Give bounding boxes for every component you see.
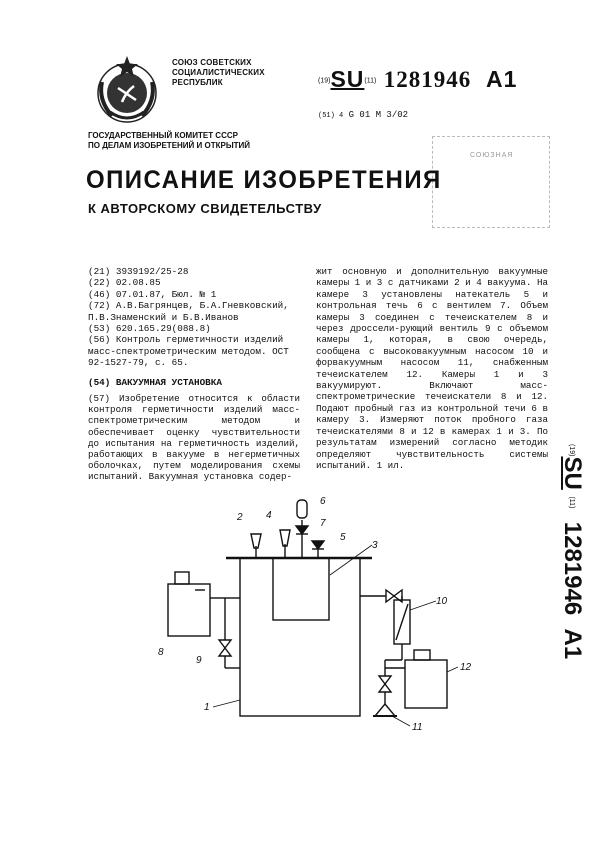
side-kind: A1 <box>559 628 586 660</box>
abstract-right: жит основную и дополнительную вакуумные камеры 1 и 3 с датчиками 2 и 4 вакуума. На камере 3 установлены натекатель 5 и контрольная течь 6 с вентилем 7. Объем камеры 3 соединен с течеискателем 8 и через дроссели-рующий вентиль 9 с объемом камеры 1, которая, в свою очередь, сообщена с высоковакуумным насосом 10 и форвакуумным насосом 11, снабженным течеискателем 12. Камеры 1 и 3 вакуумируют. Включают масс-спектрометрические течеискатели 8 и 12. Подают пробный газ из контрольной течи 6 в камеру 3. Измеряют поток пробного газа течеискателями 8 и 12 в камерах 1 и 3. По результатам измерений согласно методик определяют чувствительность системы испытаний. 1 ил. <box>316 266 548 471</box>
code-11: (11) <box>364 77 377 85</box>
committee-line-1: ГОСУДАРСТВЕННЫЙ КОМИТЕТ СССР <box>88 131 238 140</box>
label-8: 8 <box>158 647 164 658</box>
side-code-19: (19) <box>567 444 575 457</box>
org-line-2: СОЦИАЛИСТИЧЕСКИХ <box>172 68 265 77</box>
label-9: 9 <box>196 655 202 666</box>
field-72: (72) А.В.Багрянцев, Б.А.Гневковский, П.В.Знаменский и Б.В.Иванов <box>88 300 289 323</box>
label-1: 1 <box>204 702 210 713</box>
additional-chamber-3 <box>273 558 329 620</box>
field-56: (56) Контроль герметичности изделий масс-спектрометрическим методом. ОСТ 92-1527-79, с. 65. <box>88 334 289 369</box>
field-46: (46) 07.01.87, Бюл. № 1 <box>88 288 217 300</box>
control-leak-6 <box>297 500 307 518</box>
abstract-left: (57) Изобретение относится к области контроля герметичности изделий масс-спектрометрическим методом и обеспечивает оценку чувствительности до испытания на герметичность изделий, работающих в вакууме в негерметичных оболочках, путем моделирования схемы испытаний. Вакуумная установка содер- <box>88 393 300 483</box>
gauge-2 <box>251 534 261 548</box>
country-code: SU <box>330 66 365 92</box>
field-21: (21) 3939192/25-28 <box>88 266 189 277</box>
kind-code: A1 <box>486 66 518 92</box>
pump-line-valve <box>386 590 394 602</box>
label-5: 5 <box>340 532 346 543</box>
main-chamber-1 <box>240 558 360 716</box>
detector-12-top <box>414 650 430 660</box>
field-22: (22) 02.08.85 <box>88 277 161 289</box>
inlet-valve-5 <box>312 541 324 549</box>
code-51: (51) 4 <box>318 112 344 120</box>
label-11: 11 <box>412 722 423 733</box>
label-4: 4 <box>266 510 272 521</box>
side-country: SU <box>559 456 586 490</box>
document-title: ОПИСАНИЕ ИЗОБРЕТЕНИЯ <box>86 166 442 194</box>
field-53: (53) 620.165.29(088.8) <box>88 323 211 335</box>
ipc-value: G 01 M 3/02 <box>348 110 409 120</box>
gauge-4 <box>280 530 290 546</box>
throttle-valve-9 <box>219 640 231 648</box>
stamp-text: СОЮЗНАЯ <box>470 152 514 159</box>
fore-vacuum-pump-11 <box>375 704 395 716</box>
label-12: 12 <box>460 662 472 673</box>
patent-number: 1281946 <box>383 67 472 92</box>
label-10: 10 <box>436 596 448 607</box>
leak-detector-12 <box>405 660 447 708</box>
field-54: (54) ВАКУУМНАЯ УСТАНОВКА <box>88 376 222 388</box>
committee-line-2: ПО ДЕЛАМ ИЗОБРЕТЕНИЙ И ОТКРЫТИЙ <box>88 141 251 150</box>
code-19: (19) <box>318 77 331 85</box>
valve-7 <box>296 526 308 534</box>
side-code-11: (11) <box>567 496 575 509</box>
side-number: 1281946 <box>559 521 586 616</box>
org-line-1: СОЮЗ СОВЕТСКИХ <box>172 58 252 67</box>
org-line-3: РЕСПУБЛИК <box>172 78 223 87</box>
label-2: 2 <box>237 512 243 523</box>
document-subtitle: К АВТОРСКОМУ СВИДЕТЕЛЬСТВУ <box>88 201 322 216</box>
label-3: 3 <box>372 540 378 551</box>
detector-8-top <box>175 572 189 584</box>
label-7: 7 <box>320 518 326 529</box>
leak-detector-8 <box>168 584 210 636</box>
label-6: 6 <box>320 496 326 507</box>
